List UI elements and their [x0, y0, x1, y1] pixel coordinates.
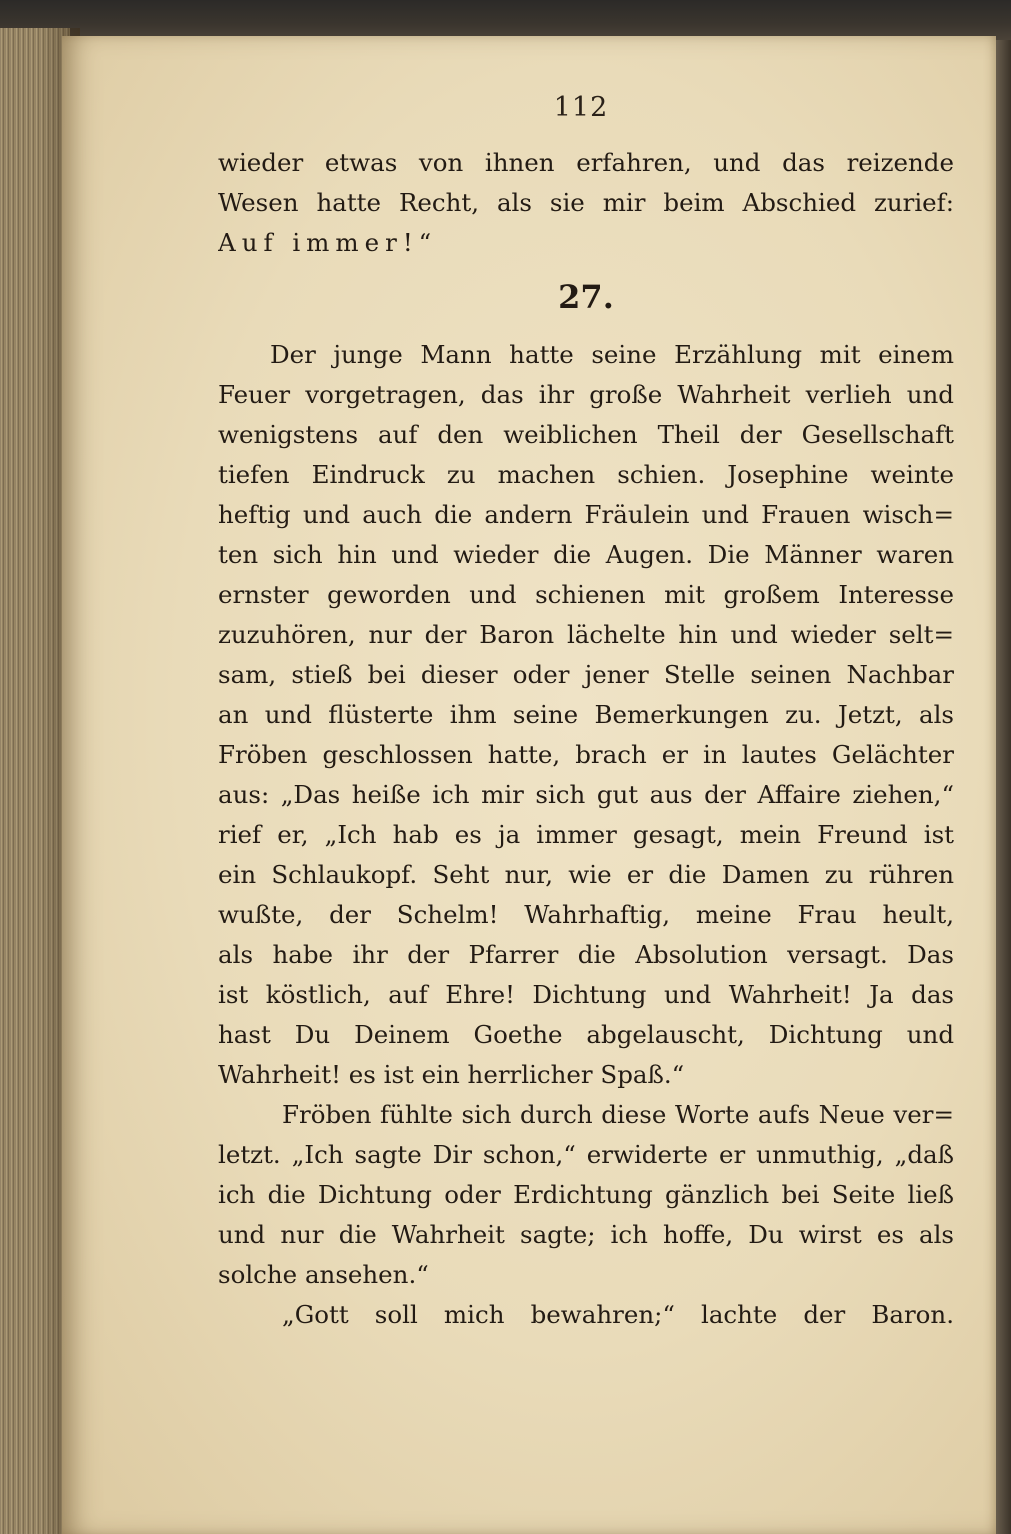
text-line: ten sich hin und wieder die Augen. Die Männer waren	[218, 540, 954, 569]
text-line: sam, stieß bei dieser oder jener Stelle seinen Nachbar	[218, 660, 954, 689]
text-line: Wahrheit! es ist ein herrlicher Spaß.“	[218, 1060, 685, 1089]
text-line: als habe ihr der Pfarrer die Absolution versagt. Das	[218, 940, 954, 969]
text-line: zuzuhören, nur der Baron lächelte hin und wieder selt=	[218, 620, 954, 649]
page-text	[218, 143, 954, 1335]
text-line: ernster geworden und schienen mit großem Interesse	[218, 580, 954, 609]
text-line: wußte, der Schelm! Wahrhaftig, meine Frau heult,	[218, 900, 954, 929]
right-page-edge	[995, 40, 1011, 1534]
text-line: Feuer vorgetragen, das ihr große Wahrheit verlieh und	[218, 380, 954, 409]
text-line: hast Du Deinem Goethe abgelauscht, Dichtung und	[218, 1020, 954, 1049]
text-line: wieder etwas von ihnen erfahren, und das reizende	[218, 148, 954, 177]
text-line: „Gott soll mich bewahren;“ lachte der Baron.	[282, 1300, 954, 1329]
text-line: ein Schlaukopf. Seht nur, wie er die Damen zu rühren	[218, 860, 954, 889]
text-line: letzt. „Ich sagte Dir schon,“ erwiderte er unmuthig, „daß	[218, 1140, 954, 1169]
text-line: ich die Dichtung oder Erdichtung gänzlich bei Seite ließ	[218, 1180, 954, 1209]
text-line: und nur die Wahrheit sagte; ich hoffe, Du wirst es als	[218, 1220, 954, 1249]
text-line: ist köstlich, auf Ehre! Dichtung und Wahrheit! Ja das	[218, 980, 954, 1009]
text-line: Auf immer!“	[218, 228, 438, 257]
chapter-number: 27.	[558, 278, 614, 316]
text-line: aus: „Das heiße ich mir sich gut aus der Affaire ziehen,“	[218, 780, 954, 809]
text-line: an und flüsterte ihm seine Bemerkungen zu. Jetzt, als	[218, 700, 954, 729]
text-line: Fröben geschlossen hatte, brach er in lautes Gelächter	[218, 740, 954, 769]
text-line: rief er, „Ich hab es ja immer gesagt, mein Freund ist	[218, 820, 954, 849]
text-line: wenigstens auf den weiblichen Theil der Gesellschaft	[218, 420, 954, 449]
text-line: Der junge Mann hatte seine Erzählung mit einem	[270, 340, 954, 369]
text-line: Wesen hatte Recht, als sie mir beim Abschied zurief:	[218, 188, 954, 217]
text-line: tiefen Eindruck zu machen schien. Josephine weinte	[218, 460, 954, 489]
page-number: 112	[553, 92, 609, 123]
text-line: heftig und auch die andern Fräulein und Frauen wisch=	[218, 500, 954, 529]
text-line: Fröben fühlte sich durch diese Worte aufs Neue ver=	[282, 1100, 954, 1129]
text-line: solche ansehen.“	[218, 1260, 429, 1289]
book-cover-top	[0, 0, 1011, 40]
